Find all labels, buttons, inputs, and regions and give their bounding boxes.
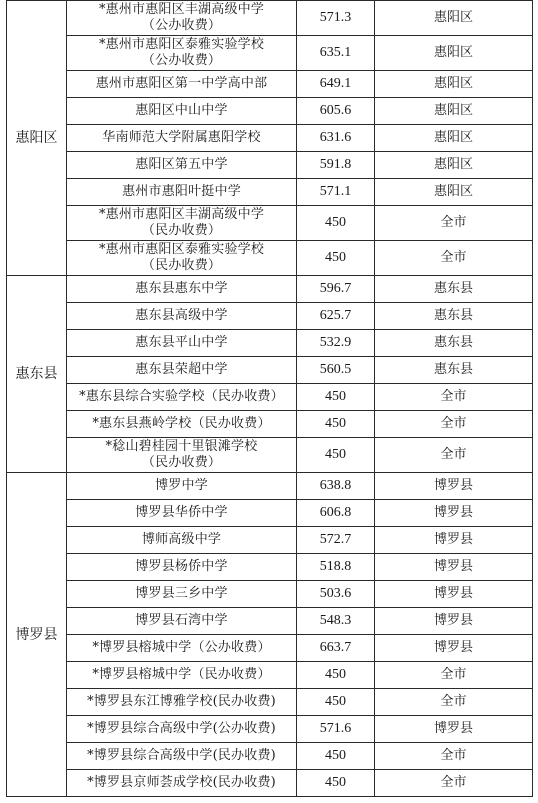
enrollment-scope-cell: 博罗县 [375,608,533,635]
school-name-cell [67,527,297,554]
table-row [7,581,533,608]
table-row [7,206,533,241]
district-cell: 博罗县 [7,473,67,797]
score-cell: 596.7 [297,276,375,303]
score-cell: 571.6 [297,716,375,743]
enrollment-scope-cell: 全市 [375,206,533,241]
school-name-cell [67,125,297,152]
school-name-line: 惠阳区中山中学 [135,103,228,118]
enrollment-scope-cell: 全市 [375,770,533,797]
score-cell: 450 [297,770,375,797]
enrollment-scope-cell: 全市 [375,743,533,770]
school-name-line: 惠东县平山中学 [135,335,228,350]
school-name-cell [67,438,297,473]
school-name-line: *稔山碧桂园十里银滩学校 [105,439,258,454]
school-name-cell [67,411,297,438]
score-cell: 571.3 [297,1,375,36]
enrollment-scope-cell: 博罗县 [375,527,533,554]
school-name-cell [67,152,297,179]
score-cell: 450 [297,743,375,770]
table-row [7,527,533,554]
school-name-cell [67,206,297,241]
table-row [7,635,533,662]
table-row [7,716,533,743]
enrollment-scope-cell: 惠东县 [375,330,533,357]
school-name-cell [67,662,297,689]
table-row [7,125,533,152]
score-cell: 635.1 [297,36,375,71]
enrollment-scope-cell: 博罗县 [375,500,533,527]
table-row [7,500,533,527]
table-row [7,330,533,357]
score-cell: 450 [297,206,375,241]
school-name-line: 博罗县华侨中学 [135,505,228,520]
score-cell: 450 [297,438,375,473]
table-row [7,743,533,770]
school-name-cell [67,770,297,797]
table-row [7,554,533,581]
school-name-line: 博罗县杨侨中学 [135,559,228,574]
enrollment-scope-cell: 惠阳区 [375,36,533,71]
school-name-line: *惠州市惠阳区丰湖高级中学 [98,2,265,17]
school-name-line: *博罗县综合高级中学(公办收费) [87,721,276,736]
admission-score-sheet [6,0,533,797]
school-name-line: *惠州市惠阳区泰雅实验学校 [98,242,265,257]
score-cell: 560.5 [297,357,375,384]
school-name-line: 惠东县高级中学 [135,308,228,323]
score-cell: 605.6 [297,98,375,125]
school-name-cell [67,743,297,770]
school-name-line: 博师高级中学 [141,532,222,547]
school-name-cell [67,98,297,125]
score-cell: 572.7 [297,527,375,554]
enrollment-scope-cell: 惠阳区 [375,179,533,206]
enrollment-scope-cell: 博罗县 [375,473,533,500]
school-name-cell [67,241,297,276]
table-row [7,71,533,98]
school-name-line: 惠州市惠阳区第一中学高中部 [95,76,268,91]
school-name-cell [67,36,297,71]
enrollment-scope-cell: 惠阳区 [375,71,533,98]
score-cell: 450 [297,689,375,716]
table-row [7,357,533,384]
school-name-line: 博罗县石湾中学 [135,613,228,628]
school-name-cell [67,716,297,743]
school-score-table [6,0,533,797]
school-name-cell [67,473,297,500]
school-name-line: *惠东县综合实验学校（民办收费） [79,389,284,404]
score-cell: 450 [297,384,375,411]
score-cell: 548.3 [297,608,375,635]
school-name-cell [67,1,297,36]
school-name-cell [67,330,297,357]
score-cell: 625.7 [297,303,375,330]
school-name-cell [67,357,297,384]
enrollment-scope-cell: 博罗县 [375,716,533,743]
school-name-line: *惠东县燕岭学校（民办收费） [92,416,271,431]
table-row [7,98,533,125]
table-row [7,1,533,36]
school-name-line: 惠东县荣超中学 [135,362,228,377]
school-name-line: 惠阳区第五中学 [135,157,228,172]
school-name-line: （民办收费） [141,258,222,273]
score-cell: 649.1 [297,71,375,98]
table-row [7,411,533,438]
score-cell: 503.6 [297,581,375,608]
score-cell: 450 [297,241,375,276]
table-row [7,662,533,689]
enrollment-scope-cell: 全市 [375,241,533,276]
table-row [7,152,533,179]
score-cell: 518.8 [297,554,375,581]
school-name-cell [67,71,297,98]
school-name-line: （民办收费） [141,455,222,470]
school-name-line: 博罗县三乡中学 [135,586,228,601]
table-row [7,384,533,411]
school-name-cell [67,689,297,716]
enrollment-scope-cell: 惠阳区 [375,1,533,36]
school-name-cell [67,608,297,635]
school-name-line: （公办收费） [141,53,222,68]
table-row [7,303,533,330]
school-name-line: （民办收费） [141,223,222,238]
table-row [7,608,533,635]
table-row [7,770,533,797]
school-name-cell [67,384,297,411]
school-name-line: 博罗中学 [155,478,208,493]
school-name-line: *博罗县榕城中学（公办收费） [92,640,271,655]
table-row [7,276,533,303]
enrollment-scope-cell: 博罗县 [375,581,533,608]
school-name-line: *博罗县东江博雅学校(民办收费) [87,694,276,709]
score-cell: 450 [297,662,375,689]
school-name-line: *惠州市惠阳区丰湖高级中学 [98,207,265,222]
table-row [7,179,533,206]
school-name-cell [67,303,297,330]
enrollment-scope-cell: 惠阳区 [375,98,533,125]
school-name-line: （公办收费） [141,18,222,33]
score-cell: 631.6 [297,125,375,152]
school-name-cell [67,500,297,527]
school-name-line: 惠东县惠东中学 [135,281,228,296]
enrollment-scope-cell: 惠东县 [375,276,533,303]
enrollment-scope-cell: 惠东县 [375,357,533,384]
score-cell: 638.8 [297,473,375,500]
school-name-cell [67,554,297,581]
enrollment-scope-cell: 全市 [375,411,533,438]
enrollment-scope-cell: 博罗县 [375,554,533,581]
enrollment-scope-cell: 全市 [375,689,533,716]
score-cell: 450 [297,411,375,438]
score-cell: 663.7 [297,635,375,662]
school-name-cell [67,276,297,303]
school-name-line: *博罗县榕城中学（民办收费） [92,667,271,682]
school-name-line: 华南师范大学附属惠阳学校 [102,130,261,145]
school-name-line: *博罗县京师荟成学校(民办收费) [87,775,276,790]
table-row [7,36,533,71]
table-row [7,473,533,500]
enrollment-scope-cell: 惠东县 [375,303,533,330]
enrollment-scope-cell: 全市 [375,438,533,473]
district-cell: 惠阳区 [7,1,67,276]
score-cell: 606.8 [297,500,375,527]
score-cell: 591.8 [297,152,375,179]
score-cell: 532.9 [297,330,375,357]
school-name-cell [67,635,297,662]
enrollment-scope-cell: 惠阳区 [375,152,533,179]
school-name-cell [67,581,297,608]
enrollment-scope-cell: 博罗县 [375,635,533,662]
school-name-line: 惠州市惠阳叶挺中学 [122,184,241,199]
table-row [7,241,533,276]
school-name-line: *博罗县综合高级中学(民办收费) [87,748,276,763]
enrollment-scope-cell: 惠阳区 [375,125,533,152]
school-name-cell [67,179,297,206]
district-cell: 惠东县 [7,276,67,473]
score-cell: 571.1 [297,179,375,206]
table-row [7,438,533,473]
enrollment-scope-cell: 全市 [375,662,533,689]
enrollment-scope-cell: 全市 [375,384,533,411]
school-name-line: *惠州市惠阳区泰雅实验学校 [98,37,265,52]
table-row [7,689,533,716]
